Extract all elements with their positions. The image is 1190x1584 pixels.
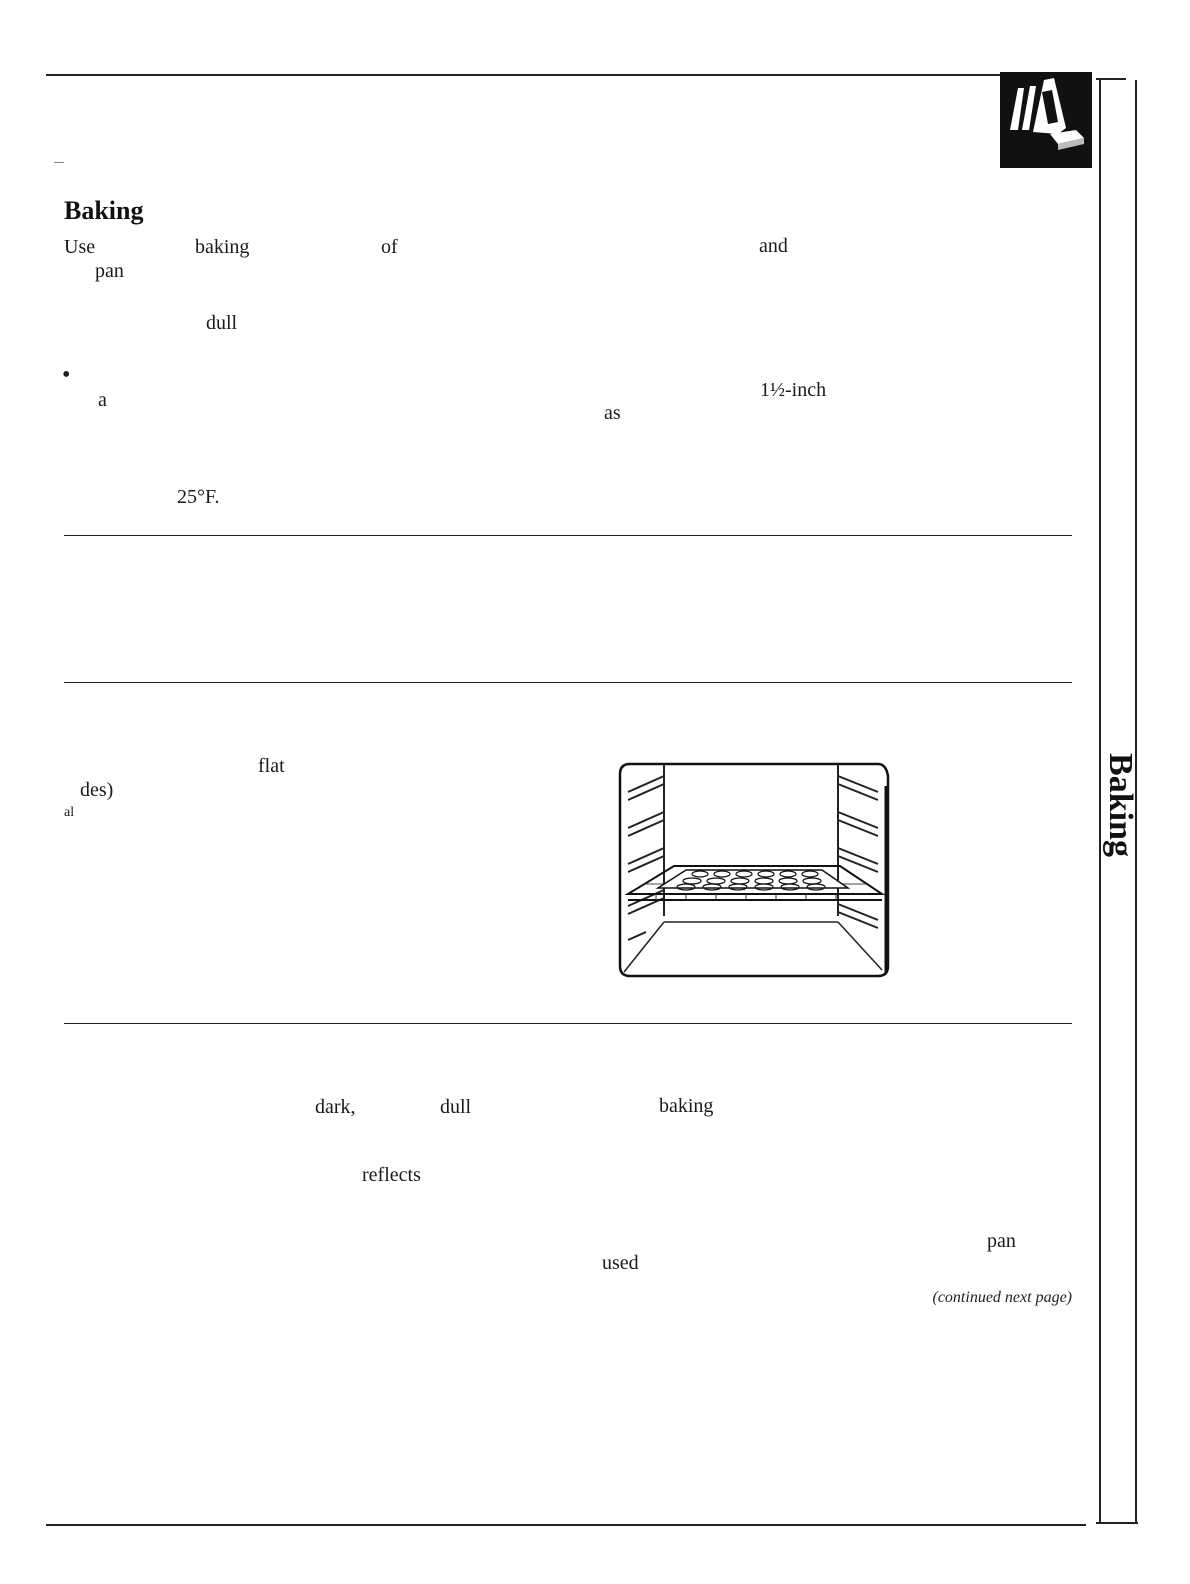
text-fragment: Use xyxy=(64,236,96,258)
text-fragment: of xyxy=(381,236,398,258)
text-fragment: des) xyxy=(80,779,114,801)
section-divider xyxy=(64,1023,1072,1024)
hand-pressing-button-icon xyxy=(1000,72,1092,168)
section-divider xyxy=(64,682,1072,683)
side-section-title: Baking xyxy=(1102,753,1139,857)
right-bottom-tick xyxy=(1096,1522,1138,1524)
oven-rack-with-cookie-sheet-illustration xyxy=(616,756,892,982)
section-heading: Baking xyxy=(64,196,144,225)
text-fragment: dull xyxy=(440,1096,472,1118)
text-fragment: reflects xyxy=(362,1164,421,1186)
text-fragment: 25°F. xyxy=(177,486,220,508)
top-rule xyxy=(46,74,1090,76)
left-mark xyxy=(54,162,64,163)
text-fragment: baking xyxy=(659,1095,714,1117)
text-fragment: as xyxy=(604,402,621,424)
text-fragment: a xyxy=(98,389,107,411)
text-fragment: and xyxy=(759,235,788,257)
bullet-marker: • xyxy=(62,362,71,388)
section-tab xyxy=(1000,72,1092,168)
section-divider xyxy=(64,535,1072,536)
bottom-rule xyxy=(46,1524,1086,1526)
text-fragment: al xyxy=(64,805,75,820)
text-fragment: dark, xyxy=(315,1096,356,1118)
text-fragment: baking xyxy=(195,236,250,258)
text-fragment: 1½-inch xyxy=(760,379,827,401)
text-fragment: pan xyxy=(987,1230,1016,1252)
continued-note: (continued next page) xyxy=(932,1289,1072,1306)
text-fragment: pan xyxy=(95,260,124,282)
text-fragment: used xyxy=(602,1252,639,1274)
text-fragment: dull xyxy=(206,312,238,334)
text-fragment: flat xyxy=(258,755,285,777)
